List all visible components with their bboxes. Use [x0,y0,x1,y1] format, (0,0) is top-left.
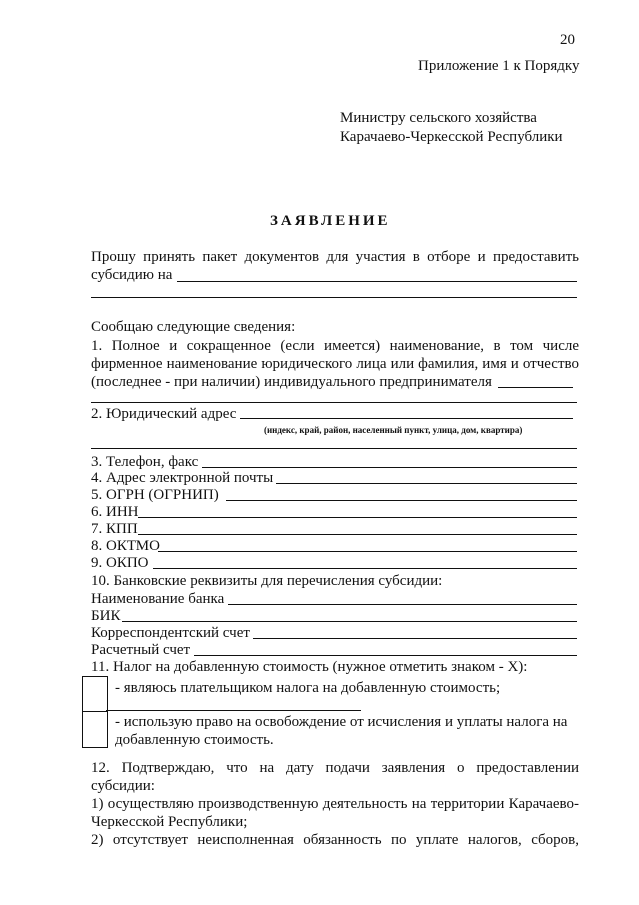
legal-address-hint: (индекс, край, район, населенный пункт, улица, дом, квартира) [264,425,523,435]
okpo-field[interactable] [153,568,577,569]
item1-line-1: 1. Полное и сокращенное (если имеется) наименование, в том числе [91,338,579,354]
settlement-account-label: Расчетный счет [91,642,191,658]
corr-account-field[interactable] [253,638,577,639]
item12-line-1: 12. Подтверждаю, что на дату подачи заявления о предоставлении [91,760,579,776]
vat-divider [106,710,361,711]
info-heading: Сообщаю следующие сведения: [91,319,296,335]
kpp-label: 7. КПП [91,521,138,537]
vat-option-2-line-1: - использую право на освобождение от исчисления и уплаты налога на [115,714,568,730]
vat-option-1: - являюсь плательщиком налога на добавленную стоимость; [115,680,501,696]
inn-field[interactable] [138,517,577,518]
ogrn-field[interactable] [226,500,577,501]
item12-sub1-line-1: 1) осуществляю производственную деятельность на территории Карачаево- [91,796,579,812]
subsidy-purpose-field[interactable] [177,281,577,282]
inn-label: 6. ИНН [91,504,139,520]
intro-line-1: Прошу принять пакет документов для участия в отборе и предоставить [91,249,579,265]
oktmo-label: 8. ОКТМО [91,538,160,554]
item12-sub1-line-2: Черкесской Республики; [91,814,248,830]
item1-line-3: (последнее - при наличии) индивидуального предпринимателя [91,374,492,390]
phone-label: 3. Телефон, факс [91,454,199,470]
item12-line-2: субсидии: [91,778,155,794]
settlement-account-field[interactable] [194,655,577,656]
vat-payer-checkbox[interactable] [82,676,108,712]
bank-name-field[interactable] [228,604,577,605]
phone-field[interactable] [202,467,577,468]
ogrn-label: 5. ОГРН (ОГРНИП) [91,487,219,503]
corr-account-label: Корреспондентский счет [91,625,250,641]
addressee-line-2: Карачаево-Черкесской Республики [340,129,563,145]
addressee-line-1: Министру сельского хозяйства [340,110,537,126]
appendix-note: Приложение 1 к Порядку [418,58,580,74]
document-title: ЗАЯВЛЕНИЕ [270,213,391,229]
item1-line-2: фирменное наименование юридического лица или фамилия, имя и отчество [91,356,579,372]
kpp-field[interactable] [138,534,577,535]
org-name-field[interactable] [498,387,573,388]
item12-sub2-line-1: 2) отсутствует неисполненная обязанность по уплате налогов, сборов, [91,832,579,848]
bank-heading: 10. Банковские реквизиты для перечисления субсидии: [91,573,443,589]
vat-heading: 11. Налог на добавленную стоимость (нужное отметить знаком - X): [91,659,528,675]
bik-label: БИК [91,608,121,624]
okpo-label: 9. ОКПО [91,555,149,571]
legal-address-field[interactable] [240,418,573,419]
legal-address-field-continued[interactable] [91,448,577,449]
oktmo-field[interactable] [158,551,577,552]
bik-field[interactable] [122,621,577,622]
bank-name-label: Наименование банка [91,591,225,607]
subsidy-purpose-field-continued[interactable] [91,297,577,298]
intro-line-2: субсидию на [91,267,173,283]
email-label: 4. Адрес электронной почты [91,470,274,486]
legal-address-label: 2. Юридический адрес [91,406,237,422]
email-field[interactable] [276,483,577,484]
vat-exempt-checkbox[interactable] [82,711,108,748]
org-name-field-continued[interactable] [91,402,577,403]
page-number: 20 [560,32,575,48]
vat-option-2-line-2: добавленную стоимость. [115,732,274,748]
